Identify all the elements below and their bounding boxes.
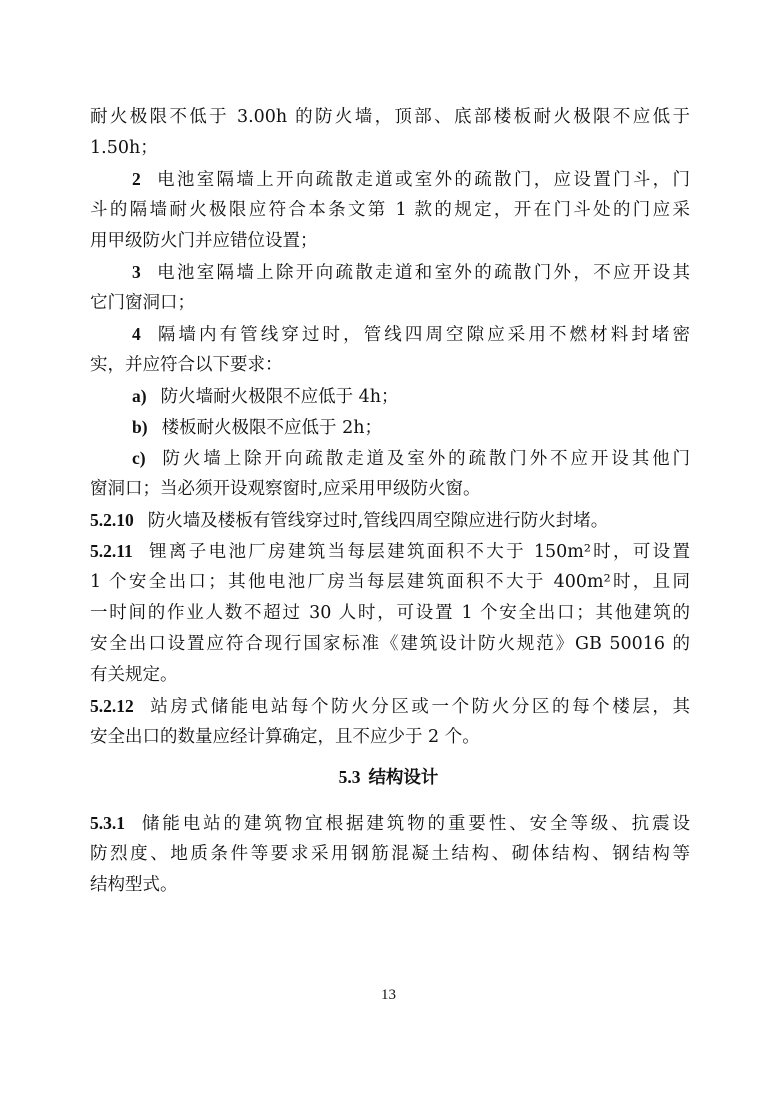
clause-number: 5.2.11 (90, 541, 133, 561)
item-number: 2 (132, 169, 141, 189)
sub-item-label: c) (132, 448, 146, 468)
clause-5-2-11 (90, 536, 690, 567)
section-title: 结构设计 (368, 768, 439, 788)
text-line: 用甲级防火门并应错位设置； (90, 231, 318, 251)
text-line: 1.50h； (90, 138, 158, 158)
text-line: 结构型式。 (90, 875, 178, 895)
sub-item-text: 防火墙耐火极限不应低于 4h； (160, 387, 399, 407)
sub-item-text: 楼板耐火极限不应低于 2h； (161, 418, 383, 438)
clause-number: 5.3.1 (90, 813, 125, 833)
sub-item-text: 防火墙上除开向疏散走道及室外的疏散门外不应开设其他门 (159, 449, 690, 469)
text-line: 斗的隔墙耐火极限应符合本条文第 1 款的规定，开在门斗处的门应采 (90, 200, 690, 220)
clause-text: 防火墙及楼板有管线穿过时,管线四周空隙应进行防火封堵。 (147, 511, 609, 531)
clause-number: 5.2.12 (90, 696, 134, 716)
text-line: 耐火极限不低于 3.00h 的防火墙，顶部、底部楼板耐火极限不应低于 (90, 107, 690, 127)
item-number: 3 (132, 262, 141, 282)
item-text: 电池室隔墙上除开向疏散走道和室外的疏散门外，不应开设其 (154, 263, 690, 283)
sub-item-a (90, 381, 690, 412)
text-line: 窗洞口；当必须开设观察窗时,应采用甲级防火窗。 (90, 479, 481, 499)
clause-5-2-12 (90, 691, 690, 722)
text-line: 有关规定。 (90, 665, 178, 685)
sub-item-label: a) (132, 386, 147, 406)
item-number: 4 (132, 324, 141, 344)
text-line: 一时间的作业人数不超过 30 人时，可设置 1 个安全出口；其他建筑的 (90, 603, 690, 623)
page-number: 13 (381, 987, 396, 1003)
item-3-line (90, 257, 690, 288)
clause-5-3-1 (90, 808, 690, 839)
sub-item-label: b) (132, 417, 148, 437)
item-text: 隔墙内有管线穿过时，管线四周空隙应采用不燃材料封堵密 (154, 325, 690, 345)
sub-item-b (90, 412, 690, 443)
text-line: 1 个安全出口；其他电池厂房当每层建筑面积不大于 400m²时，且同 (90, 572, 690, 592)
item-2-line (90, 164, 690, 195)
item-text: 电池室隔墙上开向疏散走道或室外的疏散门，应设置门斗，门 (154, 170, 690, 190)
sub-item-c (90, 443, 690, 474)
section-number: 5.3 (338, 767, 361, 787)
clause-5-2-10 (90, 505, 690, 536)
text-line: 安全出口设置应符合现行国家标准《建筑设计防火规范》GB 50016 的 (90, 634, 690, 654)
text-line: 它门窗洞口； (90, 293, 195, 313)
body-text-block-1 (90, 102, 690, 753)
body-text-block-2 (90, 808, 690, 901)
clause-number: 5.2.10 (90, 510, 134, 530)
clause-text: 站房式储能电站每个防火分区或一个防火分区的每个楼层，其 (147, 697, 690, 717)
text-line: 实，并应符合以下要求： (90, 355, 283, 375)
item-4-line (90, 319, 690, 350)
clause-text: 储能电站的建筑物宜根据建筑物的重要性、安全等级、抗震设 (139, 814, 690, 834)
text-line: 安全出口的数量应经计算确定，且不应少于 2 个。 (90, 727, 480, 747)
section-heading (0, 764, 777, 789)
clause-text: 锂离子电池厂房建筑当每层建筑面积不大于 150m²时，可设置 (146, 542, 690, 562)
text-line: 防烈度、地质条件等要求采用钢筋混凝土结构、砌体结构、钢结构等 (90, 844, 690, 864)
